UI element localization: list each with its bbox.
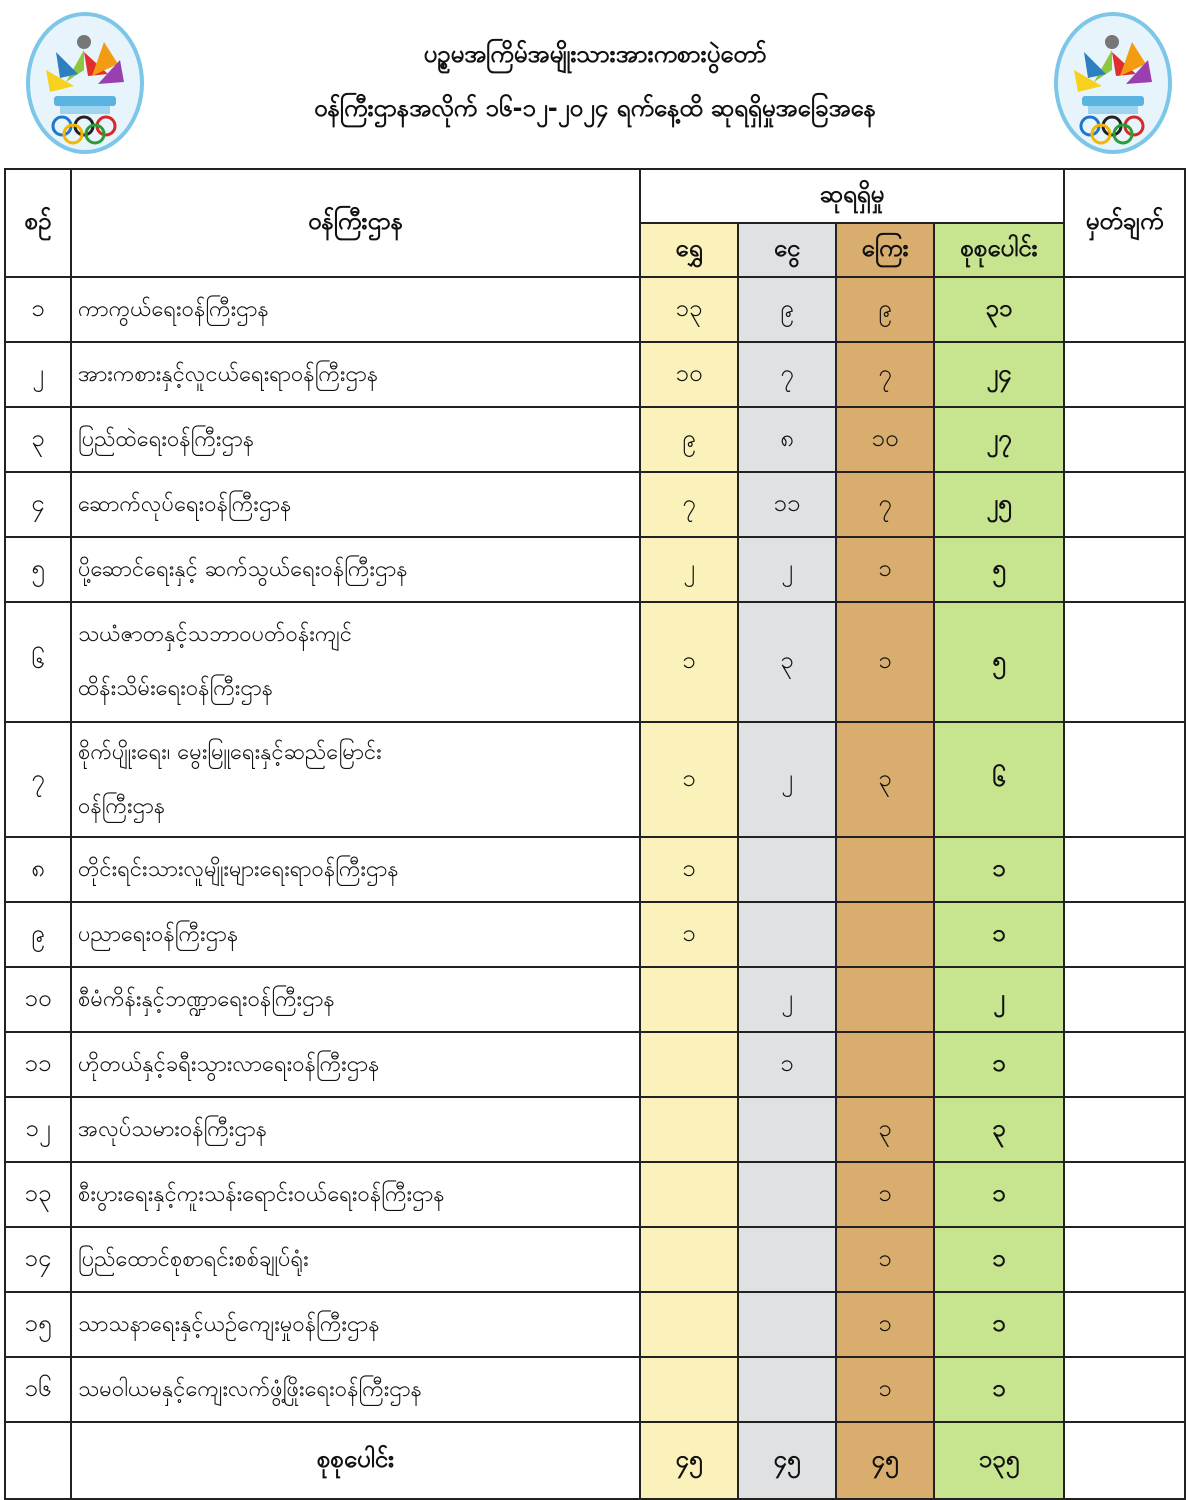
ministry-name-line2: ဝန်ကြီးဌာန <box>78 793 166 819</box>
table-row <box>5 277 1185 342</box>
ministry-name-line1: သယံဇာတနှင့်သဘာဝပတ်ဝန်းကျင် <box>78 622 353 647</box>
row-no: ၆ <box>5 602 71 722</box>
row-no: ၃ <box>5 407 71 472</box>
remark-cell <box>1064 342 1185 407</box>
ministry-name: စီးပွားရေးနှင့်ကူးသန်းရောင်းဝယ်ရေးဝန်ကြီးဌာန <box>71 1162 640 1227</box>
silver-count: ၇ <box>738 342 836 407</box>
silver-count <box>738 1162 836 1227</box>
gold-count: ၂ <box>640 537 738 602</box>
ministry-name: သာသနာရေးနှင့်ယဉ်ကျေးမှုဝန်ကြီးဌာန <box>71 1292 640 1357</box>
remark-cell <box>1064 837 1185 902</box>
remark-cell <box>1064 1422 1185 1499</box>
table-row <box>5 537 1185 602</box>
footer-gold-total: ၄၅ <box>640 1422 738 1499</box>
page-subtitle: ဝန်ကြီးဌာနအလိုက် ၁၆-၁၂-၂၀၂၄ ရက်နေ့ထိ ဆုရရှိမှုအခြေအနေ <box>314 94 876 122</box>
table-row <box>5 1227 1185 1292</box>
total-count: ၂၅ <box>934 472 1064 537</box>
row-no: ၇ <box>5 722 71 837</box>
footer-silver-total: ၄၅ <box>738 1422 836 1499</box>
gold-count <box>640 1227 738 1292</box>
bronze-count <box>836 837 934 902</box>
remark-cell <box>1064 902 1185 967</box>
bronze-count: ၁ <box>836 1227 934 1292</box>
silver-count: ၃ <box>738 602 836 722</box>
bronze-count: ၁၀ <box>836 407 934 472</box>
ministry-name: အားကစားနှင့်လူငယ်ရေးရာဝန်ကြီးဌာန <box>71 342 640 407</box>
gold-count: ၁ <box>640 902 738 967</box>
row-no: ၈ <box>5 837 71 902</box>
ministry-name: တိုင်းရင်းသားလူမျိုးများရေးရာဝန်ကြီးဌာန <box>71 837 640 902</box>
gold-count: ၇ <box>640 472 738 537</box>
table-row <box>5 902 1185 967</box>
total-count: ၆ <box>934 722 1064 837</box>
gold-count: ၉ <box>640 407 738 472</box>
bronze-count: ၉ <box>836 277 934 342</box>
total-count: ၃ <box>934 1097 1064 1162</box>
remark-cell <box>1064 1357 1185 1422</box>
total-count: ၂ <box>934 967 1064 1032</box>
ministry-name-line2: ထိန်းသိမ်းရေးဝန်ကြီးဌာန <box>78 676 274 701</box>
remark-cell <box>1064 722 1185 837</box>
gold-count: ၁ <box>640 837 738 902</box>
row-no: ၁၁ <box>5 1032 71 1097</box>
table-row <box>5 1097 1185 1162</box>
ministry-name: ပို့ဆောင်ရေးနှင့် ဆက်သွယ်ရေးဝန်ကြီးဌာန <box>71 537 640 602</box>
gold-count: ၁၃ <box>640 277 738 342</box>
bronze-count <box>836 902 934 967</box>
table-row <box>5 967 1185 1032</box>
remark-cell <box>1064 407 1185 472</box>
remark-cell <box>1064 1292 1185 1357</box>
page-title: ပဉ္စမအကြိမ်အမျိုးသားအားကစားပွဲတော် <box>423 40 767 68</box>
silver-count <box>738 1097 836 1162</box>
remark-cell <box>1064 602 1185 722</box>
total-count: ၁ <box>934 1292 1064 1357</box>
total-count: ၅ <box>934 537 1064 602</box>
remark-cell <box>1064 472 1185 537</box>
bronze-count: ၁ <box>836 1162 934 1227</box>
total-count: ၁ <box>934 1162 1064 1227</box>
silver-count: ၂ <box>738 722 836 837</box>
bronze-count: ၁ <box>836 1357 934 1422</box>
header-total: စုစုပေါင်း <box>934 223 1064 277</box>
total-count: ၁ <box>934 837 1064 902</box>
table-row <box>5 1357 1185 1422</box>
gold-count <box>640 967 738 1032</box>
row-no: ၄ <box>5 472 71 537</box>
remark-cell <box>1064 1032 1185 1097</box>
row-no: ၁၄ <box>5 1227 71 1292</box>
table-row <box>5 602 1185 722</box>
remark-cell <box>1064 1097 1185 1162</box>
table-row <box>5 1032 1185 1097</box>
ministry-name: ကာကွယ်ရေးဝန်ကြီးဌာန <box>71 277 640 342</box>
table-row <box>5 472 1185 537</box>
header-ministry: ဝန်ကြီးဌာန <box>71 169 640 277</box>
silver-count <box>738 902 836 967</box>
table-row <box>5 407 1185 472</box>
gold-count <box>640 1032 738 1097</box>
total-count: ၁ <box>934 1032 1064 1097</box>
remark-cell <box>1064 1227 1185 1292</box>
remark-cell <box>1064 1162 1185 1227</box>
total-count: ၃၁ <box>934 277 1064 342</box>
row-no: ၁၀ <box>5 967 71 1032</box>
silver-count <box>738 837 836 902</box>
total-count: ၁ <box>934 1227 1064 1292</box>
row-no: ၁၃ <box>5 1162 71 1227</box>
gold-count: ၁ <box>640 722 738 837</box>
row-no: ၂ <box>5 342 71 407</box>
total-count: ၂၄ <box>934 342 1064 407</box>
silver-count <box>738 1227 836 1292</box>
footer-grand-total: ၁၃၅ <box>934 1422 1064 1499</box>
ministry-name-line1: စိုက်ပျိုးရေး၊ မွေးမြူရေးနှင့်ဆည်မြောင်း <box>78 739 382 765</box>
games-logo-icon <box>26 12 144 154</box>
gold-count <box>640 1097 738 1162</box>
ministry-name <box>71 722 640 837</box>
silver-count: ၂ <box>738 967 836 1032</box>
bronze-count: ၃ <box>836 722 934 837</box>
total-count: ၁ <box>934 902 1064 967</box>
table-row <box>5 1162 1185 1227</box>
row-no: ၅ <box>5 537 71 602</box>
table-row <box>5 342 1185 407</box>
bronze-count: ၁ <box>836 602 934 722</box>
total-count: ၂၇ <box>934 407 1064 472</box>
remark-cell <box>1064 277 1185 342</box>
silver-count <box>738 1357 836 1422</box>
row-no: ၁ <box>5 277 71 342</box>
header-bronze: ကြေး <box>836 223 934 277</box>
remark-cell <box>1064 537 1185 602</box>
total-count: ၅ <box>934 602 1064 722</box>
row-no: ၁၆ <box>5 1357 71 1422</box>
silver-count: ၂ <box>738 537 836 602</box>
header-no: စဉ် <box>5 169 71 277</box>
medal-table <box>4 168 1186 1500</box>
ministry-name: အလုပ်သမားဝန်ကြီးဌာန <box>71 1097 640 1162</box>
header-remark: မှတ်ချက် <box>1064 169 1185 277</box>
silver-count <box>738 1292 836 1357</box>
remark-cell <box>1064 967 1185 1032</box>
ministry-name: ပညာရေးဝန်ကြီးဌာန <box>71 902 640 967</box>
gold-count <box>640 1292 738 1357</box>
silver-count: ၈ <box>738 407 836 472</box>
bronze-count <box>836 967 934 1032</box>
row-no: ၁၅ <box>5 1292 71 1357</box>
games-logo-icon <box>1054 12 1172 154</box>
table-row <box>5 722 1185 837</box>
silver-count: ၉ <box>738 277 836 342</box>
bronze-count: ၁ <box>836 537 934 602</box>
silver-count: ၁၁ <box>738 472 836 537</box>
total-count: ၁ <box>934 1357 1064 1422</box>
silver-count: ၁ <box>738 1032 836 1097</box>
ministry-name: ပြည်ထဲရေးဝန်ကြီးဌာန <box>71 407 640 472</box>
row-no: ၉ <box>5 902 71 967</box>
table-row <box>5 1292 1185 1357</box>
header-gold: ရွှေ <box>640 223 738 277</box>
gold-count: ၁၀ <box>640 342 738 407</box>
ministry-name: ပြည်ထောင်စုစာရင်းစစ်ချုပ်ရုံး <box>71 1227 640 1292</box>
bronze-count: ၃ <box>836 1097 934 1162</box>
gold-count <box>640 1162 738 1227</box>
gold-count: ၁ <box>640 602 738 722</box>
table-footer-row <box>5 1422 1185 1499</box>
table-row <box>5 837 1185 902</box>
gold-count <box>640 1357 738 1422</box>
ministry-name: သမဝါယမနှင့်ကျေးလက်ဖွံ့ဖြိုးရေးဝန်ကြီးဌာန <box>71 1357 640 1422</box>
ministry-name: ဟိုတယ်နှင့်ခရီးသွားလာရေးဝန်ကြီးဌာန <box>71 1032 640 1097</box>
footer-empty-cell <box>5 1422 71 1499</box>
footer-label: စုစုပေါင်း <box>71 1422 640 1499</box>
ministry-name: ဆောက်လုပ်ရေးဝန်ကြီးဌာန <box>71 472 640 537</box>
footer-bronze-total: ၄၅ <box>836 1422 934 1499</box>
ministry-name: စီမံကိန်းနှင့်ဘဏ္ဍာရေးဝန်ကြီးဌာန <box>71 967 640 1032</box>
bronze-count <box>836 1032 934 1097</box>
header-silver: ငွေ <box>738 223 836 277</box>
bronze-count: ၇ <box>836 472 934 537</box>
bronze-count: ၁ <box>836 1292 934 1357</box>
bronze-count: ၇ <box>836 342 934 407</box>
ministry-name <box>71 602 640 722</box>
header-awards: ဆုရရှိမှု <box>640 169 1064 223</box>
row-no: ၁၂ <box>5 1097 71 1162</box>
